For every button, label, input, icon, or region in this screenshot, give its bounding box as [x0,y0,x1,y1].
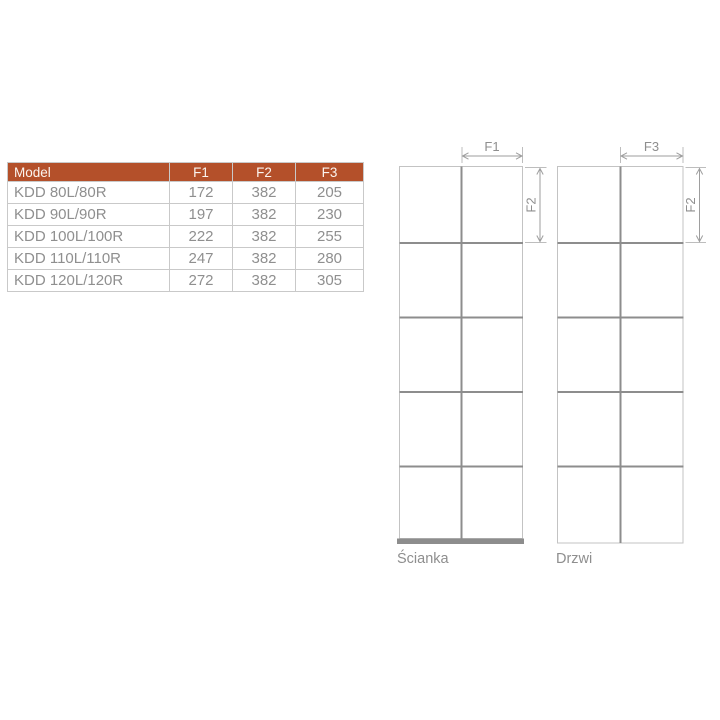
wall-panel-base-bar [397,539,524,545]
dim-f2-wall [524,168,547,243]
cell-f1: 247 [170,248,233,270]
wall-caption: Ścianka [397,551,449,567]
cell-f3: 255 [296,226,364,248]
cell-f1: 197 [170,204,233,226]
dim-f3-label: F3 [643,139,660,154]
header-cell-model: Model [8,163,170,182]
dim-f3 [621,139,684,163]
dim-f1 [462,139,523,163]
header-cell-f1: F1 [170,163,233,182]
door-panel-drawing [556,139,706,567]
header-cell-f3: F3 [296,163,364,182]
cell-f1: 172 [170,182,233,204]
door-caption: Drzwi [556,551,593,567]
cell-f1: 272 [170,270,233,292]
cell-f2: 382 [233,270,296,292]
cell-f3: 305 [296,270,364,292]
cell-f2: 382 [233,204,296,226]
cell-model: KDD 100L/100R [8,226,170,248]
cell-model: KDD 90L/90R [8,204,170,226]
cell-f2: 382 [233,248,296,270]
cell-model: KDD 110L/110R [8,248,170,270]
cell-model: KDD 80L/80R [8,182,170,204]
dim-f2-door [683,168,706,243]
cell-f3: 230 [296,204,364,226]
cell-model: KDD 120L/120R [8,270,170,292]
dim-f2-door-label: F2 [683,197,698,213]
cell-f2: 382 [233,226,296,248]
cell-f3: 280 [296,248,364,270]
wall-panel-drawing [397,139,547,567]
cell-f3: 205 [296,182,364,204]
cell-f1: 222 [170,226,233,248]
dim-f2-wall-label: F2 [523,197,539,213]
dim-f1-label: F1 [484,139,500,154]
header-cell-f2: F2 [233,163,296,182]
cell-f2: 382 [233,182,296,204]
